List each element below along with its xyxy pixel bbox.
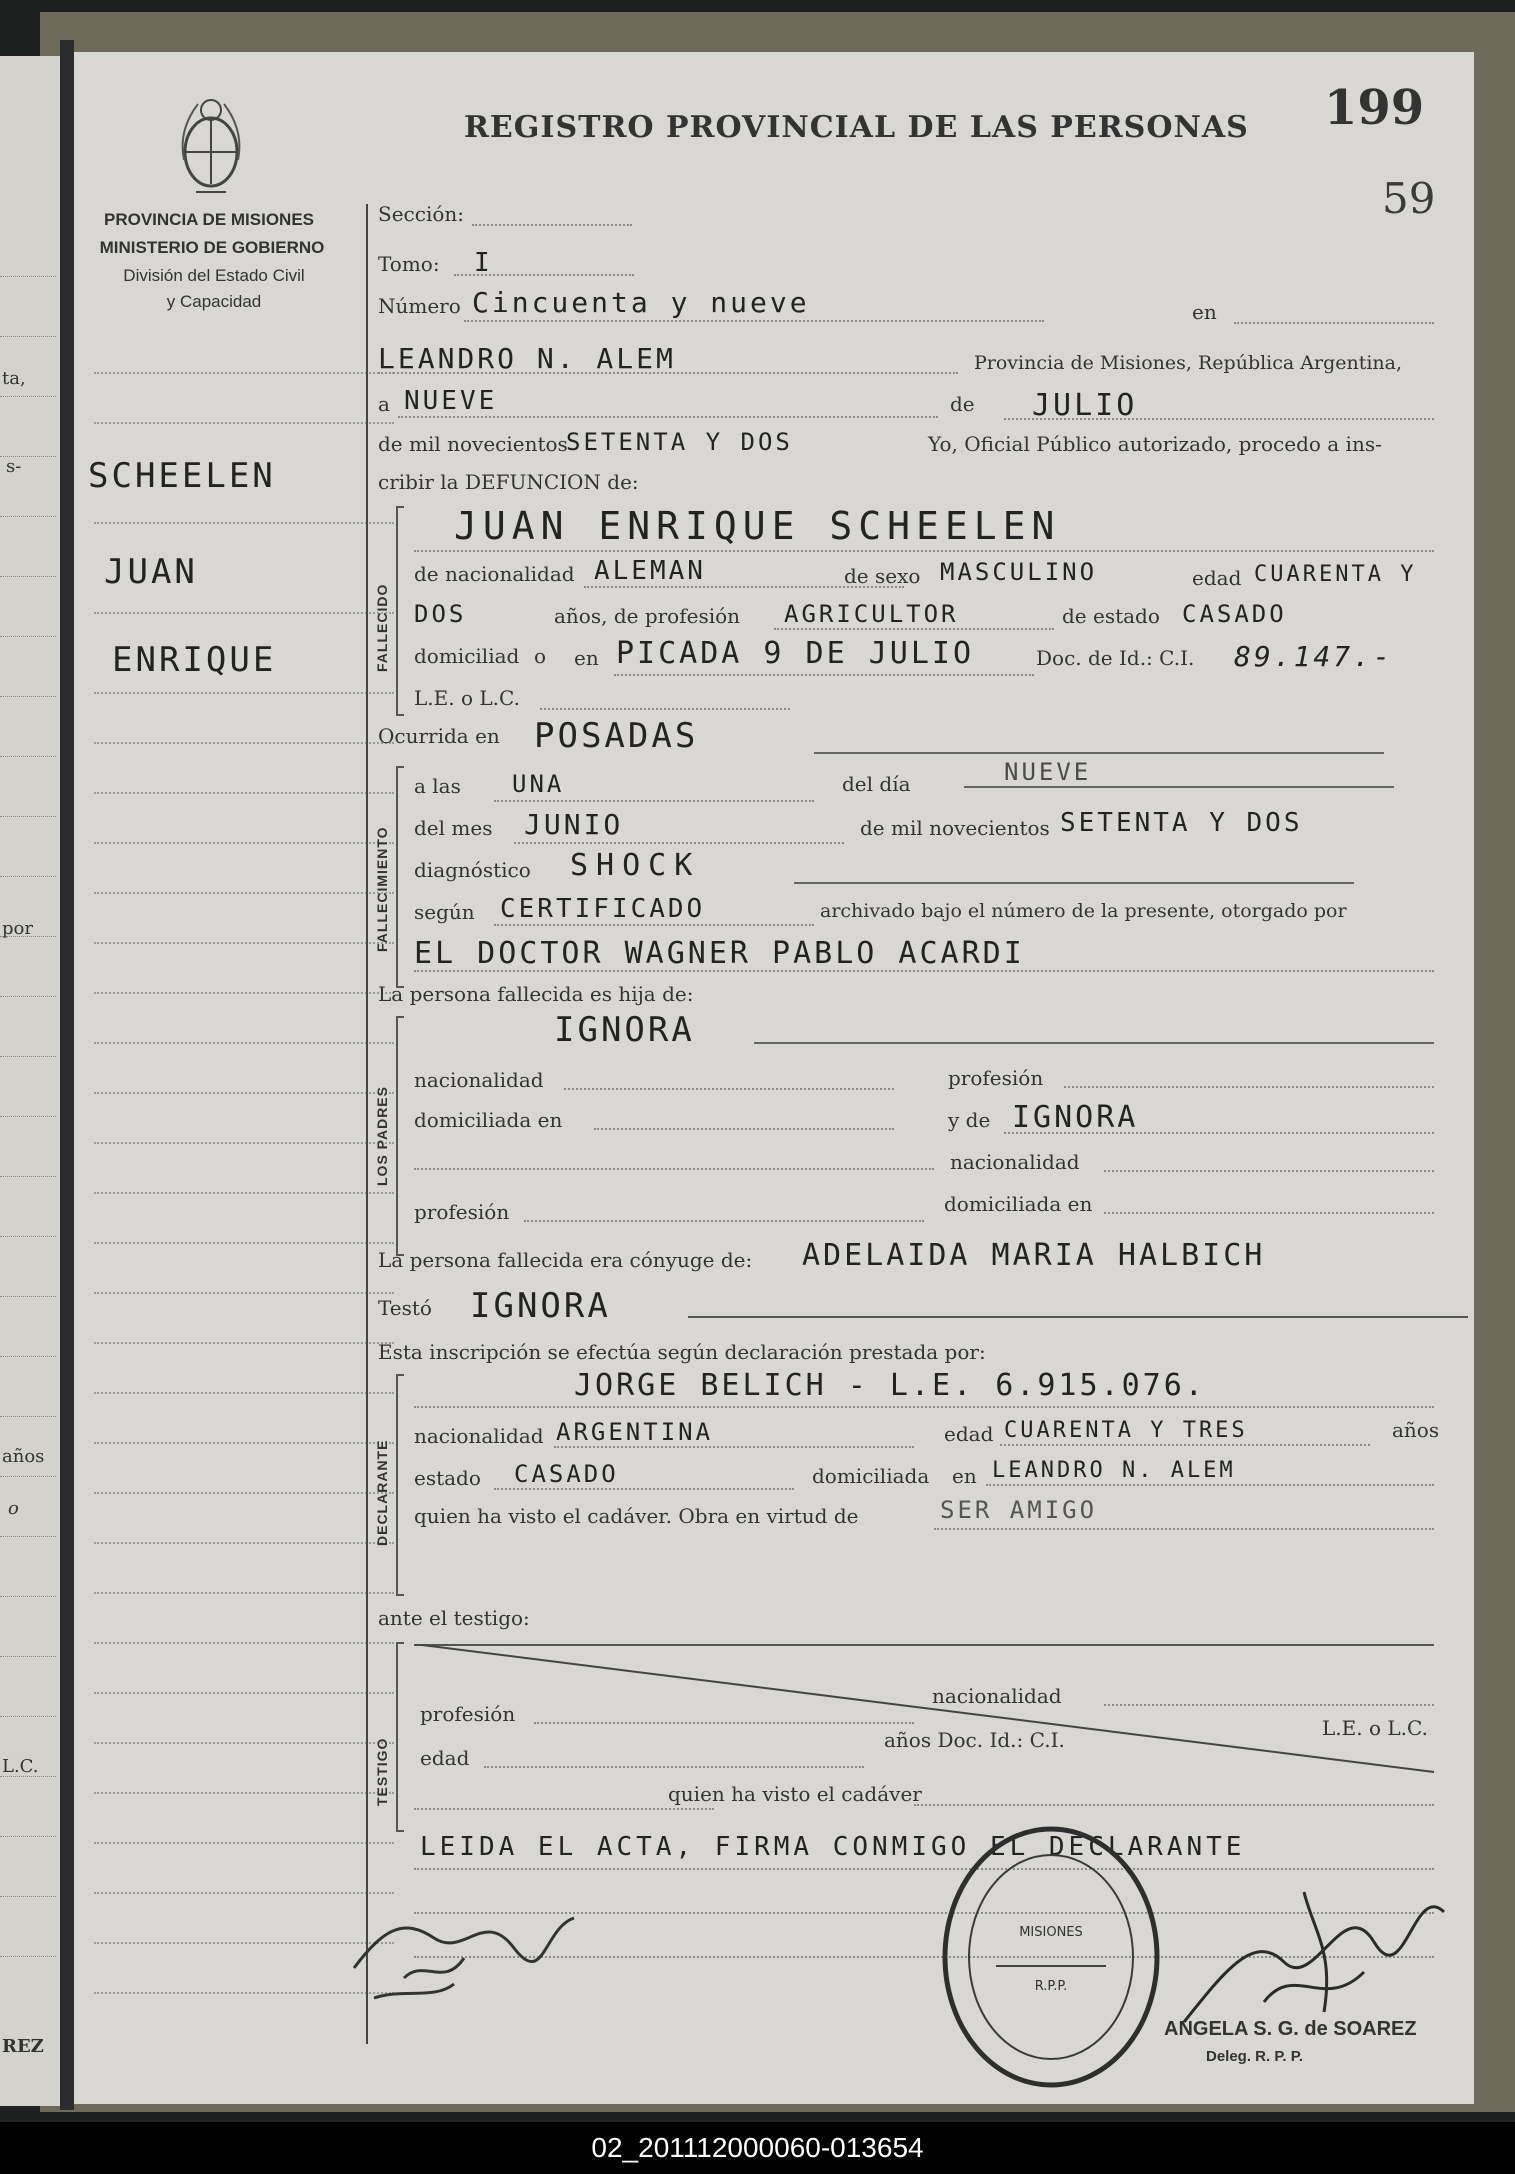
value-testo: IGNORA [470,1286,611,1326]
section-tag-declarante: DECLARANTE [374,1439,390,1546]
label-anos-profesion: años, de profesión [554,604,741,628]
left-stub: L.C. [2,1756,39,1777]
value-estado: CASADO [1182,600,1287,628]
label-del-dia: del día [842,772,911,796]
left-stub: años [2,1446,45,1467]
label-conyuge: La persona fallecida era cónyuge de: [378,1248,753,1272]
value-numero: Cincuenta y nueve [472,286,810,319]
value-nombre: JUAN ENRIQUE SCHEELEN [454,504,1061,548]
value-localidad: LEANDRO N. ALEM [378,342,676,375]
label-profesion-testigo: profesión [420,1702,516,1726]
acta-number-handwritten: 59 [1382,174,1436,223]
issuer-province: PROVINCIA DE MISIONES [104,210,315,229]
label-segun: según [414,900,475,924]
label-ante-testigo: ante el testigo: [378,1606,530,1630]
value-decl-edad: CUARENTA Y TRES [1004,1418,1248,1443]
issuer-ministry: MINISTERIO DE GOBIERNO [99,238,325,257]
official-title: Deleg. R. P. P. [1206,2048,1303,2065]
label-numero: Número [378,294,461,318]
label-edad-testigo: edad [420,1746,470,1770]
label-hija-de: La persona fallecida es hija de: [378,982,694,1006]
cross-out-line [414,1644,1444,1776]
left-page-fragment [0,56,60,2106]
value-medico: EL DOCTOR WAGNER PABLO ACARDI [414,936,1025,971]
section-bracket [396,1016,404,1256]
label-nacionalidad: de nacionalidad [414,562,575,586]
value-edad: CUARENTA Y [1254,562,1417,587]
label-de-mil: de mil novecientos [378,432,568,456]
value-hora: UNA [512,770,565,798]
label-nacionalidad-decl: nacionalidad [414,1424,544,1448]
value-ci: 89.147.- [1234,640,1393,673]
value-decl-estado: CASADO [514,1460,619,1488]
label-le-lc: L.E. o L.C. [414,686,520,710]
label-en: en [1192,300,1217,324]
value-sexo: MASCULINO [940,558,1098,586]
official-signature-icon [1164,1852,1454,2042]
left-stub: o [8,1498,19,1519]
label-estado: de estado [1062,604,1160,628]
value-profesion: AGRICULTOR [784,600,959,628]
acta-number-printed: 199 [1324,80,1425,136]
label-y-de: y de [948,1108,991,1132]
section-bracket [396,1374,404,1596]
issuer-division: División del Estado Civil [123,266,305,285]
value-edad-2: DOS [414,600,467,628]
official-name: ANGELA S. G. de SOAREZ [1164,2018,1417,2040]
label-domiciliada-madre: domiciliada en [944,1192,1093,1216]
value-dia: NUEVE [404,386,498,416]
register-page [74,52,1474,2104]
label-inscripcion: Esta inscripción se efectúa según declaración prestada por: [378,1340,986,1364]
value-segun: CERTIFICADO [500,894,706,924]
value-decl-nacionalidad: ARGENTINA [556,1418,714,1446]
label-domiciliada-padre: domiciliada en [414,1108,563,1132]
value-madre: IGNORA [1012,1100,1139,1135]
label-le-lc-testigo: L.E. o L.C. [1322,1716,1428,1740]
section-tag-fallecimiento: FALLECIMIENTO [374,826,390,952]
left-stub: s- [6,456,22,477]
label-seccion: Sección: [378,202,464,226]
value-dom-suffix: o [534,644,547,668]
value-decl-domicilio: LEANDRO N. ALEM [992,1458,1236,1483]
label-de: de [950,392,975,416]
left-stub: ta, [2,368,26,389]
image-id-caption: 02_201112000060-013654 [0,2122,1515,2174]
official-seal-icon [936,1816,1166,2098]
coat-of-arms-icon [176,90,246,200]
margin-surname: SCHEELEN [88,456,276,496]
margin-name-first: JUAN [104,552,198,592]
value-diagnostico: SHOCK [570,848,701,883]
value-ocurrida: POSADAS [534,716,699,756]
label-quien-visto-testigo: quien ha visto el cadáver [668,1782,922,1806]
value-decl-virtud: SER AMIGO [940,1496,1098,1524]
value-mes-fall: JUNIO [524,808,624,841]
label-yo-oficial: Yo, Oficial Público autorizado, procedo a ins- [928,432,1382,456]
value-anio-fall: SETENTA Y DOS [1060,808,1303,838]
page-title: REGISTRO PROVINCIAL DE LAS PERSONAS [464,110,1249,145]
section-tag-fallecido: FALLECIDO [374,583,390,672]
left-stub: por [2,918,33,939]
section-bracket [396,766,404,988]
label-tomo: Tomo: [378,252,440,276]
svg-text:R.P.P.: R.P.P. [1034,1979,1068,1994]
label-testo: Testó [378,1296,432,1320]
book-spine [60,40,74,2110]
issuer-capacity: y Capacidad [166,292,262,311]
label-nacionalidad-testigo: nacionalidad [932,1684,1062,1708]
value-tomo: I [474,248,493,278]
label-domiciliada-decl: domiciliada [812,1464,930,1488]
label-cribir: cribir la DEFUNCION de: [378,470,639,494]
value-cierre: LEIDA EL ACTA, FIRMA CONMIGO EL DECLARANTE [420,1832,1246,1862]
column-separator [366,204,368,2044]
value-conyuge: ADELAIDA MARIA HALBICH [802,1238,1266,1273]
label-profesion-madre: profesión [414,1200,510,1224]
section-tag-padres: LOS PADRES [374,1086,390,1186]
label-ocurrida: Ocurrida en [378,724,500,748]
label-provincia: Provincia de Misiones, República Argentina, [974,352,1403,374]
value-anio: SETENTA Y DOS [566,428,793,456]
label-en-dom: en [574,646,599,670]
value-padre: IGNORA [554,1010,695,1050]
label-anos-decl: años [1392,1418,1440,1442]
label-edad-decl: edad [944,1422,994,1446]
svg-text:MISIONES: MISIONES [1019,1925,1083,1940]
label-archivado: archivado bajo el número de la presente, otorgado por [820,900,1347,922]
section-bracket [396,506,404,716]
section-tag-testigo: TESTIGO [374,1737,390,1806]
label-estado-decl: estado [414,1466,481,1490]
section-bracket [396,1642,404,1832]
label-profesion-padre: profesión [948,1066,1044,1090]
left-stub: REZ [2,2036,44,2057]
label-domiciliado: domiciliad [414,644,520,668]
label-diagnostico: diagnóstico [414,858,531,882]
label-a: a [378,392,390,416]
label-de-mil-2: de mil novecientos [860,816,1050,840]
label-quien-visto: quien ha visto el cadáver. Obra en virtud de [414,1504,859,1528]
label-en-decl: en [952,1464,977,1488]
label-del-mes: del mes [414,816,493,840]
declarant-signature-icon [344,1888,594,2008]
value-declarante: JORGE BELICH - L.E. 6.915.076. [574,1368,1206,1403]
label-sexo: de sexo [844,564,921,588]
label-nacionalidad-madre: nacionalidad [950,1150,1080,1174]
label-anos-doc: años Doc. Id.: C.I. [884,1728,1065,1752]
value-nacionalidad: ALEMAN [594,556,706,586]
label-nacionalidad-padre: nacionalidad [414,1068,544,1092]
value-mes: JULIO [1032,388,1138,423]
label-a-las: a las [414,774,461,798]
value-dia-fall: NUEVE [1004,758,1092,786]
label-edad: edad [1192,566,1242,590]
value-domicilio: PICADA 9 DE JULIO [616,636,975,671]
margin-name-second: ENRIQUE [112,640,277,680]
label-doc-id: Doc. de Id.: C.I. [1036,646,1195,670]
